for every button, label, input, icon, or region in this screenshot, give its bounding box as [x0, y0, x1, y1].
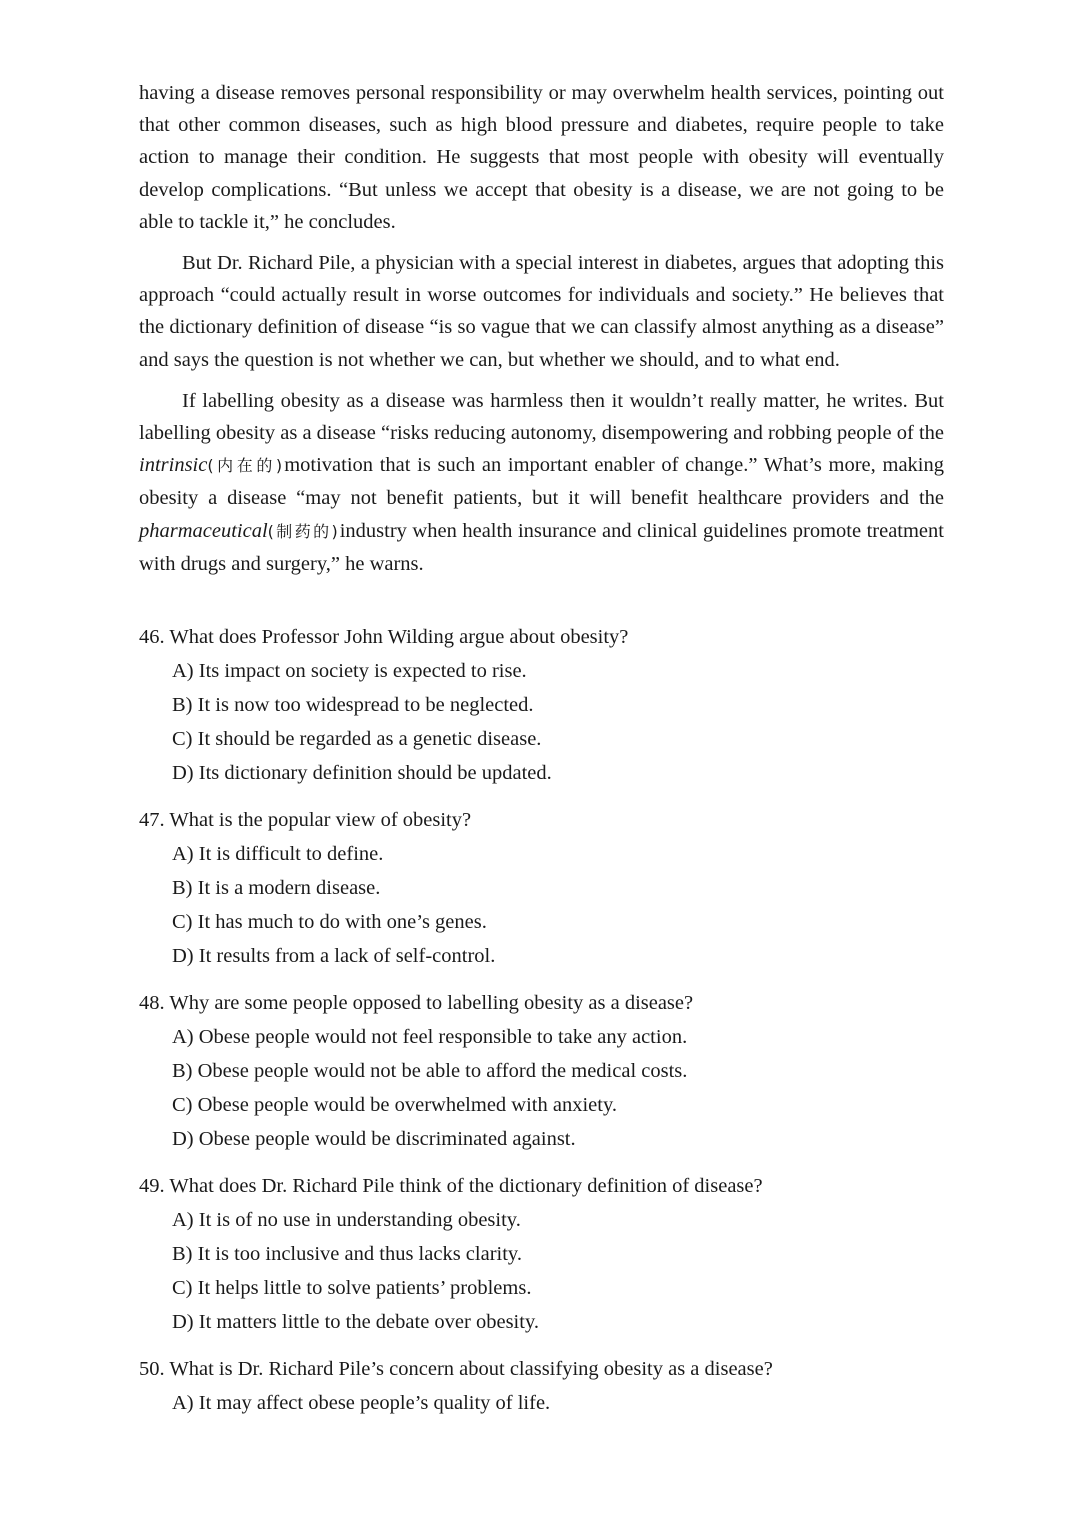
question-50 [139, 1352, 944, 1420]
option-b: B) It is too inclusive and thus lacks clarity. [172, 1243, 522, 1266]
option-c: C) It helps little to solve patients’ problems. [172, 1277, 532, 1300]
option-a: A) Its impact on society is expected to rise. [172, 660, 527, 683]
passage-paragraph-3 [139, 385, 944, 580]
option-a: A) It is difficult to define. [172, 843, 384, 866]
option-d: D) It results from a lack of self-control. [172, 945, 496, 968]
option-c: C) It has much to do with one’s genes. [172, 911, 487, 934]
option-c: C) Obese people would be overwhelmed with anxiety. [172, 1094, 617, 1117]
option-d: D) Obese people would be discriminated against. [172, 1128, 576, 1151]
question-48 [139, 986, 944, 1156]
option-b: B) It is now too widespread to be neglected. [172, 694, 534, 717]
paragraph-3-text-b: motivation that is such an important enabler of change.” What’s more, making obesity a disease “may not benefit patients, but it will benefit healthcare providers and the [139, 454, 944, 510]
question-stem: 48. Why are some people opposed to labelling obesity as a disease? [139, 992, 694, 1015]
passage-paragraph-1: having a disease removes personal responsibility or may overwhelm health services, pointing out that other common diseases, such as high blood pressure and diabetes, require people to take action to manage their condition. He suggests that most people with obesity will eventually develop complications. “But unless we accept that obesity is a disease, we are not going to be able to tackle it,” he concludes. [139, 82, 944, 233]
question-stem: 50. What is Dr. Richard Pile’s concern about classifying obesity as a disease? [139, 1358, 773, 1381]
option-a: A) It is of no use in understanding obesity. [172, 1209, 521, 1232]
term-pharmaceutical: pharmaceutical [139, 519, 268, 542]
option-a: A) Obese people would not feel responsible to take any action. [172, 1026, 688, 1049]
question-49 [139, 1169, 944, 1339]
option-d: D) Its dictionary definition should be updated. [172, 762, 552, 785]
option-a: A) It may affect obese people’s quality of life. [172, 1392, 551, 1415]
question-stem: 49. What does Dr. Richard Pile think of the dictionary definition of disease? [139, 1175, 763, 1198]
term-intrinsic: intrinsic [139, 454, 208, 477]
gloss-intrinsic: (内在的) [207, 456, 285, 476]
option-c: C) It should be regarded as a genetic disease. [172, 728, 542, 751]
option-b: B) Obese people would not be able to afford the medical costs. [172, 1060, 688, 1083]
question-list [139, 620, 944, 1420]
passage-paragraph-2: But Dr. Richard Pile, a physician with a special interest in diabetes, argues that adopting this approach “could actually result in worse outcomes for individuals and society.” He believes that the dictionary definition of disease “is so vague that we can classify almost anything as a disease” and says the question is not whether we can, but whether we should, and to what end. [139, 252, 944, 371]
question-stem: 47. What is the popular view of obesity? [139, 809, 472, 832]
option-b: B) It is a modern disease. [172, 877, 381, 900]
question-47 [139, 803, 944, 973]
option-d: D) It matters little to the debate over obesity. [172, 1311, 539, 1334]
paragraph-3-text-c: industry when health insurance and clinical guidelines promote treatment with drugs and surgery,” he warns. [139, 519, 944, 575]
question-stem: 46. What does Professor John Wilding argue about obesity? [139, 626, 629, 649]
question-46 [139, 620, 944, 790]
paragraph-3-text-a: If labelling obesity as a disease was harmless then it wouldn’t really matter, he writes. But labelling obesity as a disease “risks reducing autonomy, disempowering and robbing people of the [139, 389, 944, 445]
exam-page [139, 77, 944, 1433]
gloss-pharmaceutical: (制药的) [267, 521, 340, 541]
